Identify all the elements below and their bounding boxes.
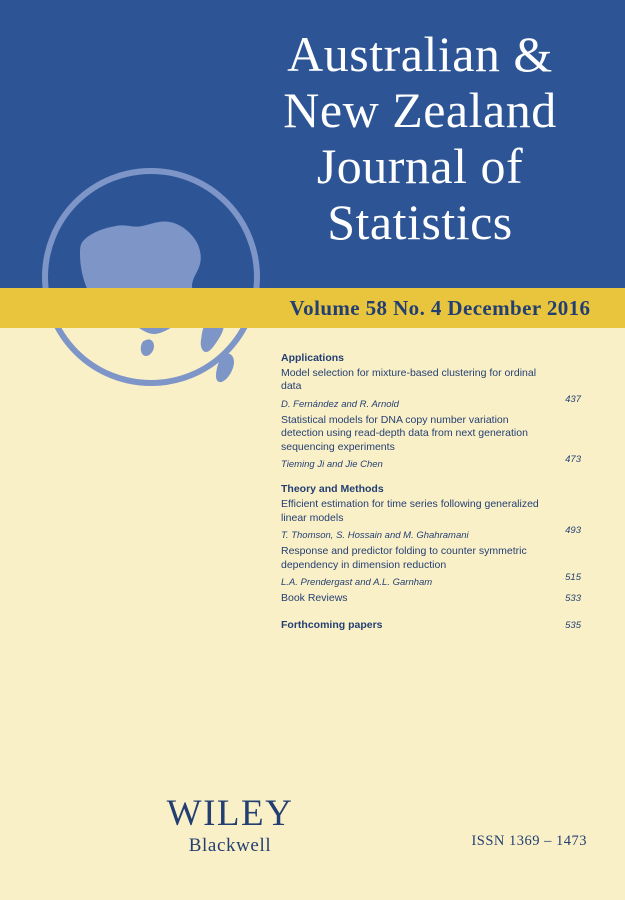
toc-forthcoming-page: 535 xyxy=(565,619,581,631)
toc-article-title: Response and predictor folding to counter symmetric dependency in dimension reduction xyxy=(281,545,527,571)
table-of-contents xyxy=(281,352,581,631)
toc-article-page: 437 xyxy=(565,393,581,405)
toc-article-page: 515 xyxy=(565,571,581,583)
toc-entry xyxy=(281,545,581,590)
toc-forthcoming-label: Forthcoming papers xyxy=(281,618,383,631)
toc-entry-book-reviews xyxy=(281,592,581,606)
toc-article-authors: D. Fernández and R. Arnold xyxy=(281,398,399,410)
toc-section-heading-theory-and-methods: Theory and Methods xyxy=(281,483,384,496)
toc-article-title: Efficient estimation for time series following generalized linear models xyxy=(281,498,539,524)
journal-title-line-3: Journal of xyxy=(316,138,524,194)
toc-book-reviews-label: Book Reviews xyxy=(281,591,348,604)
map-shape-icon xyxy=(42,168,260,386)
issn-text: ISSN 1369 – 1473 xyxy=(471,833,587,849)
journal-title xyxy=(230,26,610,250)
toc-book-reviews-page: 533 xyxy=(565,592,581,604)
toc-article-authors: Tieming Ji and Jie Chen xyxy=(281,459,383,471)
toc-authors-row xyxy=(281,454,581,472)
toc-article-page: 473 xyxy=(565,454,581,466)
toc-entry xyxy=(281,498,581,543)
toc-article-title: Statistical models for DNA copy number variation detection using read-depth data from next generation sequencing experiments xyxy=(281,413,528,453)
toc-authors-row xyxy=(281,572,581,590)
toc-entry xyxy=(281,367,581,412)
toc-entry-forthcoming-papers xyxy=(281,619,581,631)
publisher-logo xyxy=(155,795,305,859)
toc-article-authors: T. Thomson, S. Hossain and M. Ghahramani xyxy=(281,530,469,542)
toc-authors-row xyxy=(281,394,581,412)
journal-title-line-4: Statistics xyxy=(327,194,513,250)
publisher-imprint: Blackwell xyxy=(188,835,272,856)
toc-authors-row xyxy=(281,525,581,543)
toc-article-authors: L.A. Prendergast and A.L. Garnham xyxy=(281,576,433,588)
toc-article-page: 493 xyxy=(565,525,581,537)
journal-title-line-2: New Zealand xyxy=(283,82,557,138)
publisher-name: WILEY xyxy=(166,793,294,834)
australia-new-zealand-map-icon xyxy=(42,168,260,386)
toc-entry xyxy=(281,414,581,472)
volume-issue-date: Volume 58 No. 4 December 2016 xyxy=(289,296,591,320)
toc-article-title: Model selection for mixture-based clustering for ordinal data xyxy=(281,367,537,393)
journal-title-line-1: Australian & xyxy=(287,26,553,82)
toc-section-heading-applications: Applications xyxy=(281,352,345,364)
